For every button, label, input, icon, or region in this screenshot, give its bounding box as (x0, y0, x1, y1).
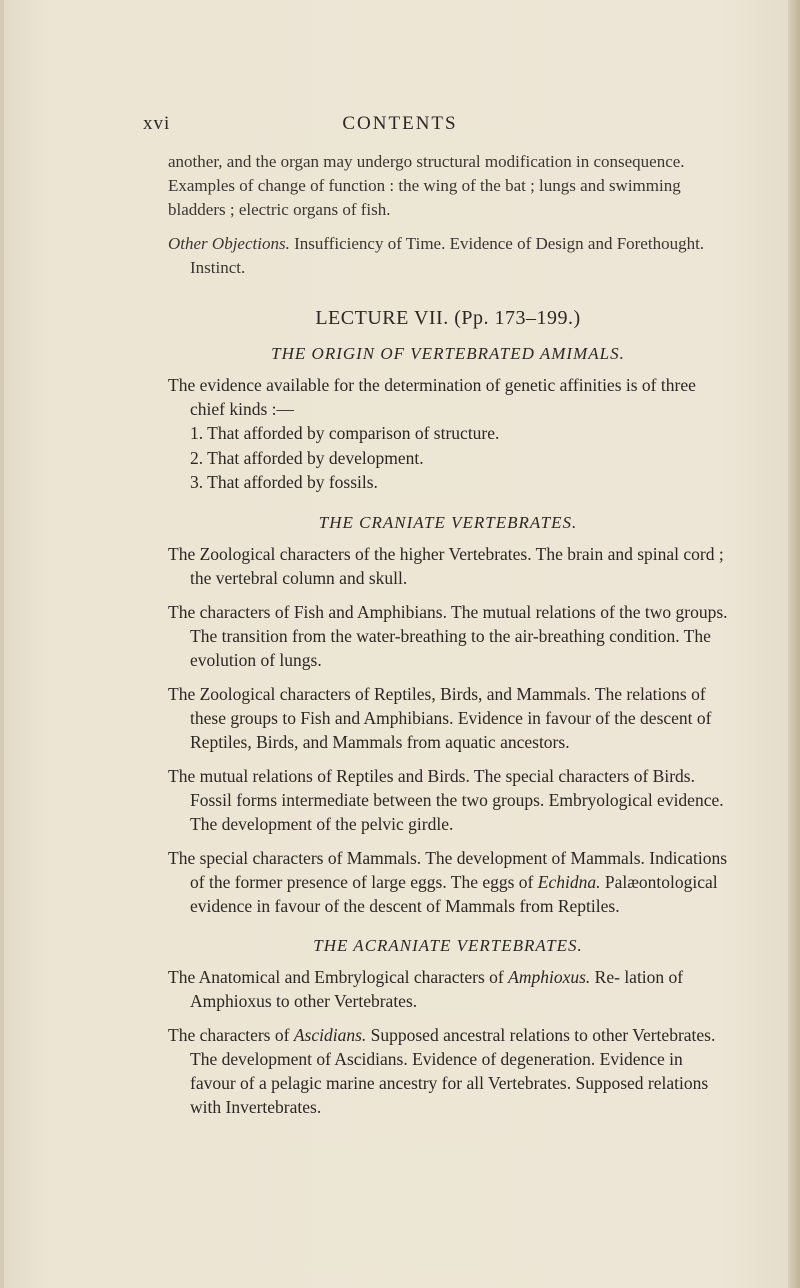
craniate-paragraph: The characters of Fish and Amphibians. The mutual relations of the two groups. The transition from the water-breathing to the air-breathing condition. The evolution of lungs. (168, 601, 728, 670)
evidence-lead: The evidence available for the determination of genetic affinities is of three chief kinds :— (168, 375, 696, 419)
echidna-italic: Echidna. (537, 871, 601, 892)
list-item: 3. That afforded by fossils. (190, 472, 378, 492)
page-header (0, 113, 800, 143)
page-gutter (0, 0, 4, 1288)
acraniate-heading: THE ACRANIATE VERTEBRATES. (313, 935, 583, 955)
craniate-paragraph: The Zoological characters of Reptiles, Birds, and Mammals. The relations of these groups to Fish and Amphibians. Evidence in favour of the descent of Reptiles, Birds, and Mammals from aquatic ancestors. (168, 683, 712, 752)
page-edge (788, 0, 800, 1288)
lecture-title: THE ORIGIN OF VERTEBRATED AMIMALS. (271, 344, 625, 363)
objections-label: Other Objections. (168, 234, 290, 253)
continuation-paragraph: another, and the organ may undergo structural modification in consequence. Examples of change of function : the wing of the bat ; lungs and swimming bladders ; electric organs of fish. (168, 152, 685, 219)
list-item: 1. That afforded by comparison of structure. (190, 423, 500, 443)
craniate-paragraph: The mutual relations of Reptiles and Birds. The special characters of Birds. Fossil forms intermediate between the two groups. Embryological evidence. The development of the pelvic girdle. (168, 765, 724, 834)
evidence-list (190, 421, 728, 495)
amphioxus-paragraph (168, 965, 728, 1013)
mammals-text-b: Palæontological evidence in favour of the descent of Mammals from Reptiles. (190, 871, 718, 916)
craniate-heading: THE CRANIATE VERTEBRATES. (318, 512, 578, 532)
contents-body (168, 150, 728, 1119)
amphioxus-italic: Amphioxus. (508, 966, 591, 987)
objections-text: Insufficiency of Time. Evidence of Design and Forethought. Instinct. (190, 234, 705, 277)
other-objections-paragraph (168, 232, 728, 280)
amphioxus-text-a: The Anatomical and Embrylogical characters of (168, 966, 504, 987)
amphioxus-text-b: Re- lation of Amphioxus to other Vertebrates. (190, 966, 684, 1011)
ascidians-text-b: Supposed ancestral relations to other Vertebrates. The development of Ascidians. Evidence of degeneration. Evidence in favour of a pelagic marine ancestry for all Vertebrates. Supposed relations with Invertebrates. (190, 1024, 716, 1117)
page-number: xvi (143, 113, 171, 134)
ascidians-paragraph (168, 1023, 728, 1119)
running-title: CONTENTS (342, 113, 458, 134)
list-item: 2. That afforded by development. (190, 447, 424, 468)
ascidians-text-a: The characters of (168, 1024, 290, 1045)
mammals-paragraph (168, 846, 728, 918)
mammals-text-a: The special characters of Mammals. The development of Mammals. Indications of the former presence of large eggs. The eggs of (168, 847, 728, 892)
lecture-heading: LECTURE VII. (Pp. 173–199.) (315, 307, 581, 329)
craniate-paragraph: The Zoological characters of the higher Vertebrates. The brain and spinal cord ; the vertebral column and skull. (168, 543, 724, 588)
ascidians-italic: Ascidians. (293, 1024, 367, 1045)
